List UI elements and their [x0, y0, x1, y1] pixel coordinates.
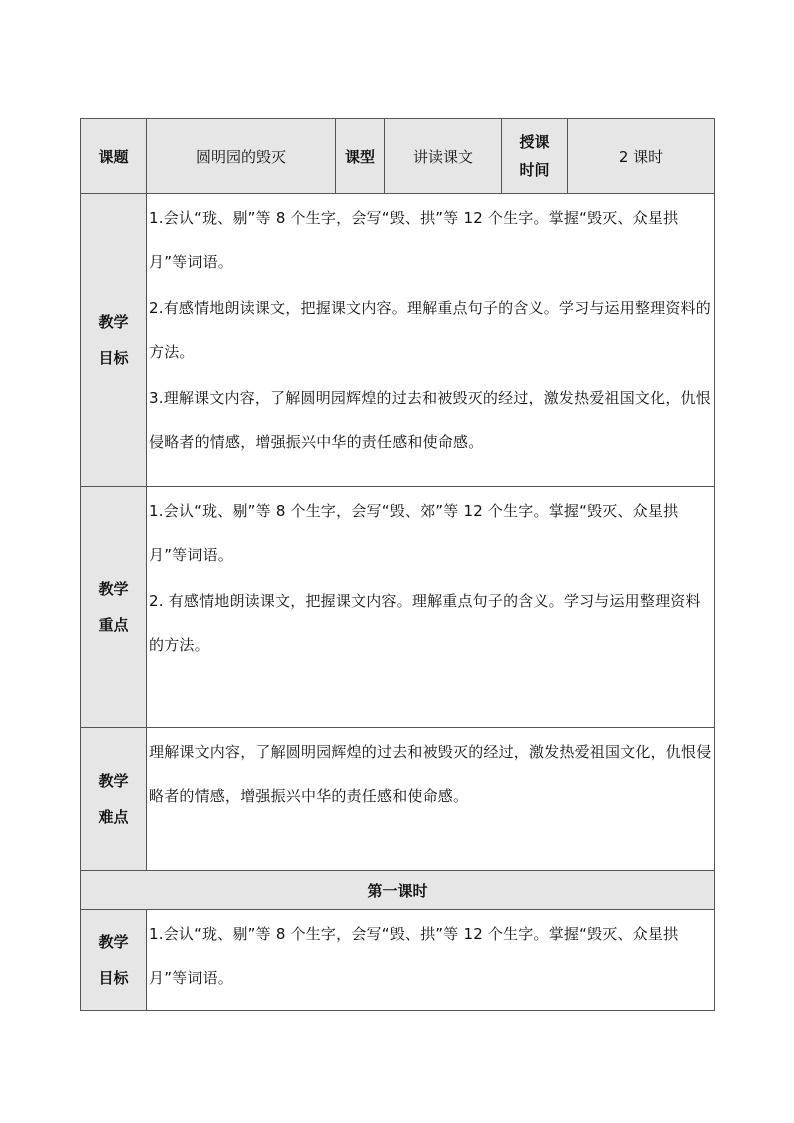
difficulties-label-line1: 教学 — [98, 772, 129, 790]
key-points-label-line2: 重点 — [98, 616, 129, 634]
topic-label: 课题 — [81, 119, 147, 194]
key-point-item: 2. 有感情地朗读课文，把握课文内容。理解重点句子的含义。学习与运用整理资料的方法。 — [149, 592, 701, 654]
session-goals-label-line2: 目标 — [98, 969, 129, 987]
topic-value: 圆明园的毁灭 — [147, 119, 336, 194]
session-goal-item: 1.会认“珑、剔”等 8 个生字，会写“毁、拱”等 12 个生字。掌握“毁灭、众星拱月”等词语。 — [149, 925, 679, 987]
goals-label-line2: 目标 — [98, 349, 129, 367]
key-points-label-line1: 教学 — [98, 580, 129, 598]
session-goals-label-line1: 教学 — [98, 933, 129, 951]
key-points-content — [147, 487, 715, 728]
difficulties-label-line2: 难点 — [98, 808, 129, 826]
goal-item: 2.有感情地朗读课文，把握课文内容。理解重点句子的含义。学习与运用整理资料的方法。 — [149, 299, 711, 361]
difficulties-label — [81, 728, 147, 871]
key-point-item: 1.会认“珑、剔”等 8 个生字，会写“毁、郊”等 12 个生字。掌握“毁灭、众星拱月”等词语。 — [149, 502, 679, 564]
difficulty-text: 理解课文内容，了解圆明园辉煌的过去和被毁灭的经过，激发热爱祖国文化，仇恨侵略者的情感，增强振兴中华的责任感和使命感。 — [149, 743, 712, 805]
goals-row — [81, 194, 715, 487]
header-row — [81, 119, 715, 194]
goal-item: 1.会认“珑、剔”等 8 个生字，会写“毁、拱”等 12 个生字。掌握“毁灭、众星拱月”等词语。 — [149, 209, 679, 271]
time-label — [502, 119, 568, 194]
session-goals-label — [81, 910, 147, 1011]
goals-content — [147, 194, 715, 487]
session-title: 第一课时 — [81, 871, 715, 910]
session-goals-content — [147, 910, 715, 1011]
time-label-line2: 时间 — [519, 161, 550, 179]
lesson-plan-page — [80, 118, 714, 1011]
goal-item: 3.理解课文内容，了解圆明园辉煌的过去和被毁灭的经过，激发热爱祖国文化，仇恨侵略者的情感，增强振兴中华的责任感和使命感。 — [149, 389, 711, 451]
key-points-label — [81, 487, 147, 728]
session-goals-row — [81, 910, 715, 1011]
lesson-plan-table — [80, 118, 715, 1011]
time-value: 2 课时 — [568, 119, 715, 194]
difficulties-content — [147, 728, 715, 871]
key-points-row — [81, 487, 715, 728]
difficulties-row — [81, 728, 715, 871]
goals-label — [81, 194, 147, 487]
type-value: 讲读课文 — [385, 119, 502, 194]
session-row — [81, 871, 715, 910]
type-label: 课型 — [336, 119, 385, 194]
time-label-line1: 授课 — [519, 133, 550, 151]
goals-label-line1: 教学 — [98, 313, 129, 331]
